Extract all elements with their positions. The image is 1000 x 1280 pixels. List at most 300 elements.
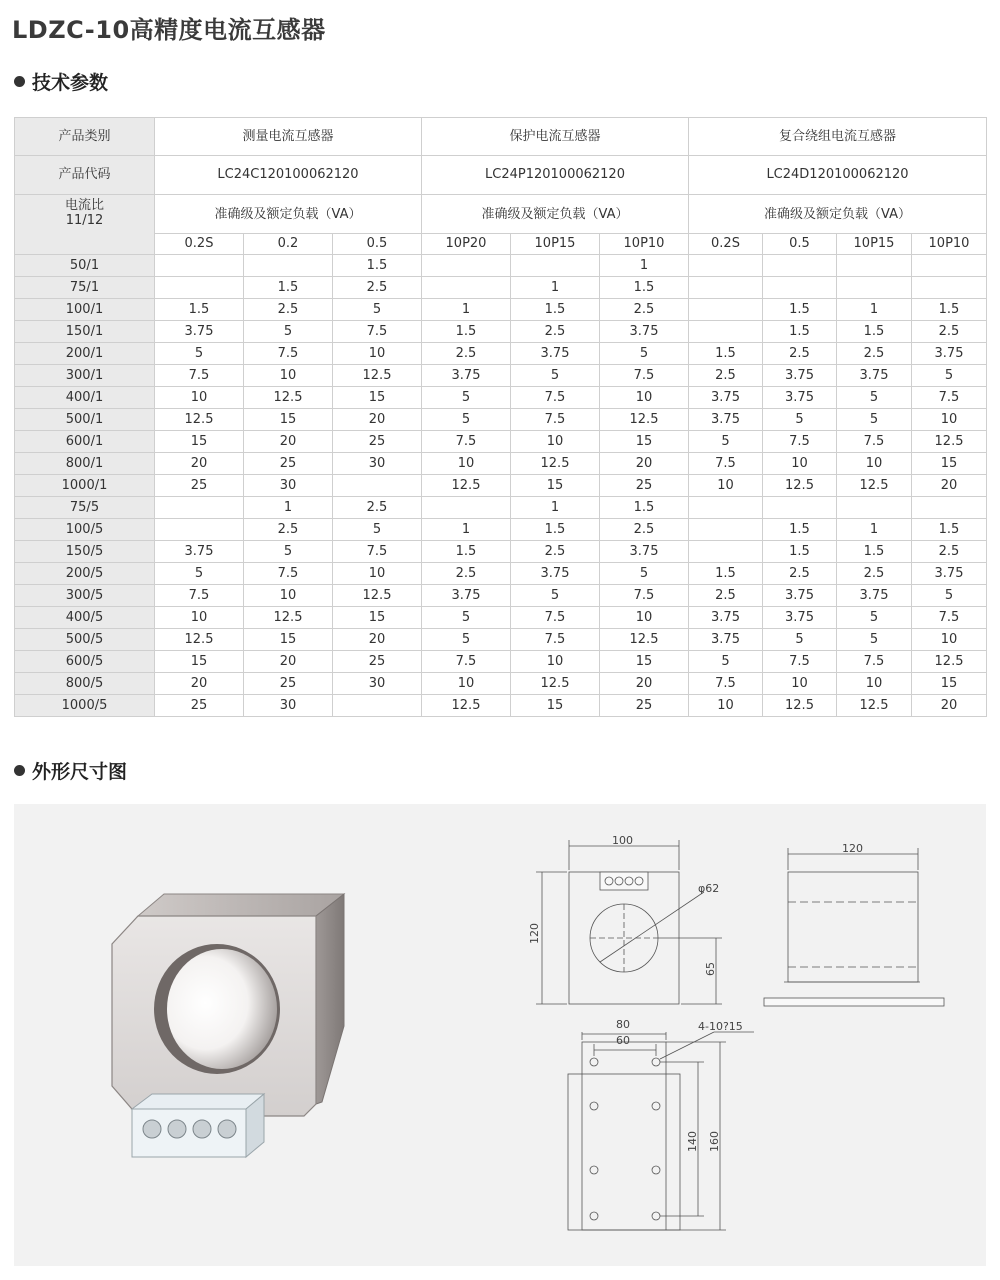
value-cell: 1.5 (689, 343, 763, 365)
bullet-icon (14, 765, 25, 776)
class-header: 10P15 (837, 234, 912, 255)
value-cell: 1.5 (912, 299, 987, 321)
value-cell: 1.5 (763, 519, 837, 541)
value-cell: 7.5 (422, 651, 511, 673)
value-cell: 20 (912, 695, 987, 717)
dim-mounting-holes: 4-10?15 (698, 1020, 743, 1033)
bullet-icon (14, 76, 25, 87)
ratio-cell: 600/5 (15, 651, 155, 673)
ratio-cell: 400/1 (15, 387, 155, 409)
value-cell: 25 (600, 695, 689, 717)
value-cell: 20 (600, 453, 689, 475)
value-cell: 12.5 (333, 585, 422, 607)
value-cell: 30 (244, 695, 333, 717)
class-header: 0.2 (244, 234, 333, 255)
value-cell: 3.75 (511, 343, 600, 365)
row-label-ratio-line1: 电流比 (64, 198, 104, 213)
group-subhead: 准确级及额定负载（VA） (155, 195, 422, 234)
value-cell: 25 (600, 475, 689, 497)
value-cell (837, 277, 912, 299)
value-cell: 15 (155, 651, 244, 673)
value-cell: 7.5 (333, 321, 422, 343)
value-cell (333, 695, 422, 717)
value-cell: 2.5 (600, 519, 689, 541)
value-cell: 5 (422, 629, 511, 651)
group-code: LC24D120100062120 (689, 156, 987, 195)
class-header: 10P20 (422, 234, 511, 255)
value-cell: 12.5 (511, 673, 600, 695)
value-cell: 7.5 (333, 541, 422, 563)
value-cell: 1.5 (837, 321, 912, 343)
table-row (15, 453, 987, 475)
table-row-classes (15, 234, 987, 255)
value-cell: 10 (689, 475, 763, 497)
value-cell: 3.75 (689, 607, 763, 629)
value-cell: 5 (511, 365, 600, 387)
group-code: LC24P120100062120 (422, 156, 689, 195)
table-row (15, 629, 987, 651)
value-cell: 12.5 (837, 475, 912, 497)
table-row (15, 365, 987, 387)
table-row (15, 387, 987, 409)
group-category: 保护电流互感器 (422, 118, 689, 156)
value-cell: 1.5 (837, 541, 912, 563)
value-cell: 2.5 (600, 299, 689, 321)
value-cell: 5 (837, 387, 912, 409)
value-cell: 3.75 (422, 365, 511, 387)
value-cell: 20 (244, 651, 333, 673)
value-cell (837, 255, 912, 277)
value-cell: 10 (912, 409, 987, 431)
group-subhead: 准确级及额定负载（VA） (689, 195, 987, 234)
value-cell: 7.5 (837, 651, 912, 673)
value-cell: 5 (600, 563, 689, 585)
value-cell: 2.5 (333, 277, 422, 299)
value-cell: 5 (600, 343, 689, 365)
value-cell: 3.75 (511, 563, 600, 585)
value-cell: 25 (333, 431, 422, 453)
value-cell: 12.5 (244, 387, 333, 409)
value-cell: 2.5 (689, 365, 763, 387)
value-cell: 5 (511, 585, 600, 607)
ratio-cell: 600/1 (15, 431, 155, 453)
value-cell: 10 (155, 387, 244, 409)
ratio-cell: 50/1 (15, 255, 155, 277)
value-cell: 12.5 (600, 409, 689, 431)
value-cell: 1.5 (600, 277, 689, 299)
ratio-cell: 75/1 (15, 277, 155, 299)
value-cell: 10 (422, 673, 511, 695)
value-cell: 3.75 (912, 563, 987, 585)
value-cell: 1 (837, 299, 912, 321)
ratio-cell: 200/5 (15, 563, 155, 585)
value-cell: 5 (333, 519, 422, 541)
value-cell: 7.5 (763, 651, 837, 673)
ratio-cell: 150/1 (15, 321, 155, 343)
value-cell: 5 (422, 409, 511, 431)
ratio-cell: 500/5 (15, 629, 155, 651)
value-cell: 7.5 (511, 387, 600, 409)
table-row (15, 409, 987, 431)
value-cell: 7.5 (244, 343, 333, 365)
row-label-category: 产品类别 (15, 118, 155, 156)
group-code: LC24C120100062120 (155, 156, 422, 195)
value-cell: 15 (600, 431, 689, 453)
value-cell: 15 (333, 387, 422, 409)
spec-table (14, 117, 987, 717)
value-cell: 12.5 (422, 695, 511, 717)
value-cell (763, 277, 837, 299)
page-title: LDZC-10高精度电流互感器 (12, 16, 326, 44)
value-cell: 20 (155, 673, 244, 695)
value-cell: 5 (155, 563, 244, 585)
value-cell: 10 (763, 673, 837, 695)
value-cell: 7.5 (837, 431, 912, 453)
value-cell: 1.5 (912, 519, 987, 541)
value-cell: 1.5 (333, 255, 422, 277)
value-cell: 7.5 (511, 409, 600, 431)
value-cell: 10 (244, 585, 333, 607)
value-cell: 3.75 (600, 541, 689, 563)
value-cell (689, 519, 763, 541)
ratio-cell: 300/5 (15, 585, 155, 607)
value-cell: 7.5 (763, 431, 837, 453)
value-cell (333, 475, 422, 497)
value-cell: 20 (155, 453, 244, 475)
value-cell (155, 497, 244, 519)
value-cell: 10 (912, 629, 987, 651)
table-row (15, 541, 987, 563)
value-cell (689, 321, 763, 343)
value-cell: 2.5 (912, 541, 987, 563)
value-cell: 2.5 (422, 343, 511, 365)
value-cell: 7.5 (155, 585, 244, 607)
value-cell: 3.75 (600, 321, 689, 343)
value-cell: 15 (511, 475, 600, 497)
dim-base-height-inner: 140 (686, 1131, 699, 1152)
dim-hole-center-height: 65 (704, 962, 717, 976)
value-cell: 7.5 (155, 365, 244, 387)
value-cell: 10 (600, 607, 689, 629)
group-category: 复合绕组电流互感器 (689, 118, 987, 156)
value-cell: 3.75 (763, 585, 837, 607)
value-cell: 10 (837, 673, 912, 695)
value-cell: 15 (912, 453, 987, 475)
value-cell: 7.5 (912, 387, 987, 409)
value-cell: 2.5 (763, 563, 837, 585)
value-cell: 3.75 (689, 629, 763, 651)
value-cell (689, 255, 763, 277)
value-cell (763, 497, 837, 519)
ratio-cell: 800/5 (15, 673, 155, 695)
value-cell (912, 255, 987, 277)
value-cell: 7.5 (244, 563, 333, 585)
table-row (15, 607, 987, 629)
table-row (15, 277, 987, 299)
value-cell: 1.5 (763, 321, 837, 343)
table-row (15, 563, 987, 585)
group-category: 测量电流互感器 (155, 118, 422, 156)
dim-side-width: 120 (842, 842, 863, 855)
value-cell: 3.75 (689, 387, 763, 409)
value-cell: 5 (333, 299, 422, 321)
ratio-cell: 150/5 (15, 541, 155, 563)
value-cell (244, 255, 333, 277)
ratio-cell: 100/1 (15, 299, 155, 321)
value-cell: 30 (333, 453, 422, 475)
value-cell: 5 (912, 365, 987, 387)
row-label-code: 产品代码 (15, 156, 155, 195)
value-cell: 5 (422, 607, 511, 629)
value-cell: 10 (333, 563, 422, 585)
value-cell: 3.75 (763, 365, 837, 387)
ratio-cell: 400/5 (15, 607, 155, 629)
value-cell (422, 255, 511, 277)
table-row (15, 343, 987, 365)
value-cell (689, 497, 763, 519)
group-subhead: 准确级及额定负载（VA） (422, 195, 689, 234)
value-cell: 2.5 (763, 343, 837, 365)
value-cell: 10 (511, 651, 600, 673)
value-cell (912, 277, 987, 299)
value-cell: 5 (912, 585, 987, 607)
value-cell: 25 (155, 695, 244, 717)
value-cell: 10 (333, 343, 422, 365)
value-cell: 2.5 (511, 321, 600, 343)
value-cell: 7.5 (511, 607, 600, 629)
class-header: 0.2S (155, 234, 244, 255)
value-cell: 20 (244, 431, 333, 453)
value-cell: 2.5 (837, 343, 912, 365)
value-cell: 7.5 (689, 453, 763, 475)
value-cell: 3.75 (422, 585, 511, 607)
table-row (15, 299, 987, 321)
value-cell: 1.5 (511, 299, 600, 321)
dimension-figure (14, 804, 986, 1266)
section-heading-dims (14, 757, 127, 784)
value-cell: 1.5 (600, 497, 689, 519)
value-cell: 10 (837, 453, 912, 475)
value-cell: 2.5 (912, 321, 987, 343)
value-cell: 1.5 (763, 299, 837, 321)
section-heading-dims-label: 外形尺寸图 (32, 761, 128, 783)
dimension-figure-svg (14, 804, 986, 1266)
value-cell (155, 277, 244, 299)
value-cell (763, 255, 837, 277)
value-cell: 7.5 (912, 607, 987, 629)
value-cell: 20 (333, 409, 422, 431)
value-cell: 12.5 (333, 365, 422, 387)
value-cell: 5 (244, 541, 333, 563)
class-header: 10P15 (511, 234, 600, 255)
value-cell (155, 519, 244, 541)
value-cell: 25 (244, 673, 333, 695)
ratio-cell: 300/1 (15, 365, 155, 387)
value-cell: 5 (689, 431, 763, 453)
table-row (15, 431, 987, 453)
value-cell: 12.5 (837, 695, 912, 717)
value-cell: 1 (511, 497, 600, 519)
value-cell: 1.5 (422, 541, 511, 563)
value-cell: 1.5 (763, 541, 837, 563)
value-cell: 12.5 (155, 629, 244, 651)
value-cell: 7.5 (689, 673, 763, 695)
value-cell: 3.75 (912, 343, 987, 365)
value-cell: 7.5 (511, 629, 600, 651)
value-cell: 3.75 (155, 541, 244, 563)
value-cell: 1 (600, 255, 689, 277)
value-cell (511, 255, 600, 277)
table-row (15, 321, 987, 343)
value-cell: 1.5 (155, 299, 244, 321)
value-cell: 2.5 (422, 563, 511, 585)
value-cell: 2.5 (837, 563, 912, 585)
value-cell: 5 (155, 343, 244, 365)
value-cell: 5 (422, 387, 511, 409)
value-cell: 15 (912, 673, 987, 695)
value-cell: 10 (155, 607, 244, 629)
value-cell: 3.75 (837, 585, 912, 607)
value-cell (689, 299, 763, 321)
value-cell: 12.5 (600, 629, 689, 651)
dim-hole-diameter: φ62 (698, 882, 720, 895)
value-cell (689, 277, 763, 299)
row-label-ratio (15, 195, 155, 255)
value-cell: 5 (689, 651, 763, 673)
value-cell: 5 (763, 409, 837, 431)
value-cell: 2.5 (511, 541, 600, 563)
class-header: 10P10 (912, 234, 987, 255)
class-header: 0.2S (689, 234, 763, 255)
value-cell: 7.5 (422, 431, 511, 453)
table-row (15, 255, 987, 277)
value-cell (689, 541, 763, 563)
section-heading-tech-label: 技术参数 (32, 72, 109, 94)
value-cell: 25 (244, 453, 333, 475)
value-cell: 3.75 (763, 607, 837, 629)
table-row (15, 475, 987, 497)
value-cell (912, 497, 987, 519)
table-row (15, 651, 987, 673)
value-cell: 12.5 (763, 695, 837, 717)
value-cell: 3.75 (763, 387, 837, 409)
value-cell: 10 (244, 365, 333, 387)
value-cell: 2.5 (244, 299, 333, 321)
table-row-subhead (15, 195, 987, 234)
value-cell: 25 (333, 651, 422, 673)
value-cell: 1 (511, 277, 600, 299)
value-cell: 12.5 (912, 651, 987, 673)
value-cell: 30 (244, 475, 333, 497)
ratio-cell: 1000/5 (15, 695, 155, 717)
value-cell: 1 (837, 519, 912, 541)
table-row-code (15, 156, 987, 195)
value-cell: 15 (244, 409, 333, 431)
ratio-cell: 500/1 (15, 409, 155, 431)
dim-base-width-inner: 60 (616, 1034, 630, 1047)
value-cell (422, 497, 511, 519)
value-cell: 20 (333, 629, 422, 651)
value-cell: 1.5 (244, 277, 333, 299)
value-cell: 7.5 (600, 585, 689, 607)
ratio-cell: 100/5 (15, 519, 155, 541)
value-cell: 15 (511, 695, 600, 717)
value-cell: 12.5 (155, 409, 244, 431)
value-cell: 1 (422, 519, 511, 541)
table-row (15, 497, 987, 519)
ratio-cell: 200/1 (15, 343, 155, 365)
value-cell: 5 (837, 409, 912, 431)
value-cell: 20 (600, 673, 689, 695)
value-cell (422, 277, 511, 299)
value-cell: 5 (837, 607, 912, 629)
terminal-block (132, 1094, 264, 1157)
value-cell: 10 (763, 453, 837, 475)
value-cell: 5 (837, 629, 912, 651)
transformer-photo (112, 894, 344, 1157)
table-row (15, 673, 987, 695)
table-row (15, 695, 987, 717)
value-cell: 15 (600, 651, 689, 673)
value-cell: 20 (912, 475, 987, 497)
value-cell: 12.5 (912, 431, 987, 453)
value-cell: 2.5 (689, 585, 763, 607)
value-cell: 1.5 (689, 563, 763, 585)
value-cell: 15 (155, 431, 244, 453)
value-cell: 5 (244, 321, 333, 343)
dim-front-height: 120 (528, 923, 541, 944)
value-cell: 12.5 (422, 475, 511, 497)
value-cell: 10 (422, 453, 511, 475)
value-cell: 25 (155, 475, 244, 497)
dim-base-width-outer: 80 (616, 1018, 630, 1031)
value-cell: 10 (600, 387, 689, 409)
value-cell: 2.5 (244, 519, 333, 541)
value-cell: 1.5 (511, 519, 600, 541)
table-row (15, 585, 987, 607)
class-header: 0.5 (763, 234, 837, 255)
table-row (15, 519, 987, 541)
value-cell: 30 (333, 673, 422, 695)
value-cell: 1 (244, 497, 333, 519)
value-cell: 2.5 (333, 497, 422, 519)
ratio-cell: 75/5 (15, 497, 155, 519)
value-cell: 3.75 (837, 365, 912, 387)
dim-base-height-outer: 160 (708, 1131, 721, 1152)
value-cell (837, 497, 912, 519)
dim-front-width: 100 (612, 834, 633, 847)
value-cell: 7.5 (600, 365, 689, 387)
row-label-ratio-line2: 11/12 (65, 213, 104, 228)
value-cell: 12.5 (511, 453, 600, 475)
value-cell (155, 255, 244, 277)
ratio-cell: 800/1 (15, 453, 155, 475)
value-cell: 3.75 (155, 321, 244, 343)
value-cell: 15 (333, 607, 422, 629)
value-cell: 12.5 (244, 607, 333, 629)
class-header: 0.5 (333, 234, 422, 255)
table-row-category (15, 118, 987, 156)
ratio-cell: 1000/1 (15, 475, 155, 497)
value-cell: 5 (763, 629, 837, 651)
value-cell: 1.5 (422, 321, 511, 343)
value-cell: 15 (244, 629, 333, 651)
value-cell: 10 (511, 431, 600, 453)
section-heading-tech (14, 68, 108, 95)
value-cell: 1 (422, 299, 511, 321)
value-cell: 12.5 (763, 475, 837, 497)
class-header: 10P10 (600, 234, 689, 255)
